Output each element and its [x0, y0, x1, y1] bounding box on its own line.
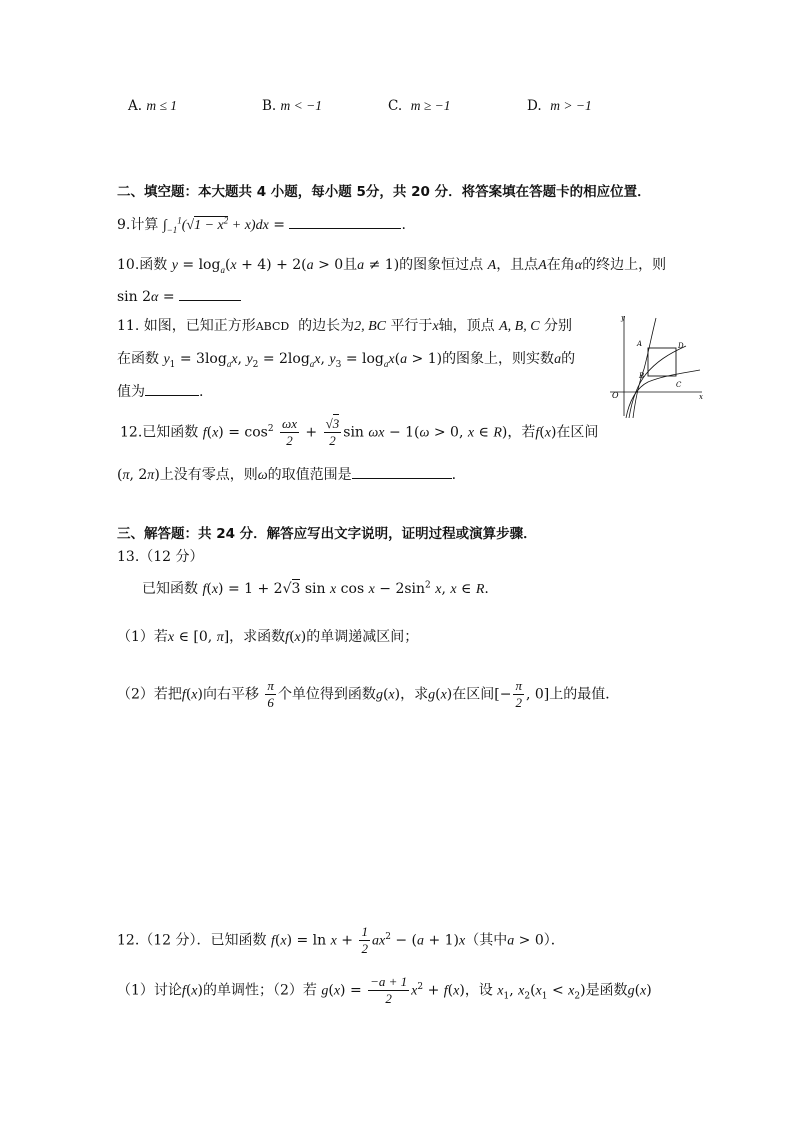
section2-heading: 二、填空题：本大题共 4 小题，每小题 5分，共 20 分．将答案填在答题卡的相应位置．	[117, 184, 651, 200]
question-12: 12.已知函数 $f(x) = \cos^2$ $\frac{\omega x}{2}$ + $\frac{√3}{2}$ sin ωx − 1(ω > 0, x ∈ R)，若f(x)在区间	[120, 416, 599, 448]
point-a-label: A	[637, 340, 643, 348]
point-b-label: B	[639, 372, 645, 380]
question-14-parts: （1）讨论f(x)的单调性；（2）若 g(x) = $\frac{-a + 1}{2}$ $x^2 + f(x)$，设 $x_1$, $x_2(x_1 < x_2)$是函数g(x)	[117, 974, 652, 1006]
y-axis-label: y	[621, 314, 625, 322]
square-abcd	[648, 348, 676, 376]
question-12-line2: (π, 2π)上没有零点，则ω的取值范围是 .	[117, 464, 456, 484]
question-14: 12.（12 分）．已知函数 f(x) = ln x + $\frac{1}{2}$ $ax^2 - (a + 1)x$（其中a > 0）．	[117, 924, 565, 956]
origin-label: O	[612, 391, 619, 400]
log-graph-figure	[606, 314, 706, 418]
question-11-line1: 11. 如图，已知正方形ABCD 的边长为2, BC 平行于x轴，顶点 A, B, C 分别	[117, 318, 573, 334]
question-13-number: 13.（12 分）	[117, 549, 204, 565]
curve-y1	[633, 318, 656, 418]
option-b: B. m < −1	[262, 98, 322, 114]
question-9: 9.计算 $\int_{-1}^1(√1 - x^2 + x)dx$ = .	[117, 215, 406, 235]
question-13-part1: （1）若x ∈ [0, π]，求函数f(x)的单调递减区间；	[117, 629, 419, 645]
question-11-line2: 在函数 $y_1 = 3\log_ax$, $y_2 = 2\log_ax$, $y_3 = \log_ax(a > 1)$的图象上，则实数a的	[117, 351, 576, 370]
option-a: A. m ≤ 1	[128, 98, 178, 114]
option-c: C. m ≥ −1	[388, 98, 451, 114]
x-axis-label: x	[699, 393, 703, 401]
point-c-label: C	[676, 381, 682, 389]
section3-heading: 三、解答题：共 24 分．解答应写出文字说明，证明过程或演算步骤．	[117, 526, 537, 542]
question-10: 10.函数 $y = \log_a(x + 4) + 2(a > 0$且a ≠ 1)的图象恒过点 A，且点A在角α的终边上，则	[117, 257, 667, 275]
question-11-line3: 值为 .	[117, 381, 203, 401]
question-13-part2: （2）若把f(x)向右平移 $\frac{\pi}{6}$ 个单位得到函数g(x)，求g(x)在区间[− $\frac{\pi}{2}$ , 0]上的最值．	[117, 678, 620, 710]
question-13-stem: 已知函数 f(x) = 1 + 2√3 sin x $\cos x - 2\sin^2$ x, x ∈ R.	[142, 580, 489, 597]
question-10-answer: sin 2α =	[117, 286, 241, 306]
option-d: D. m > −1	[527, 98, 592, 114]
point-d-label: D	[678, 342, 684, 350]
